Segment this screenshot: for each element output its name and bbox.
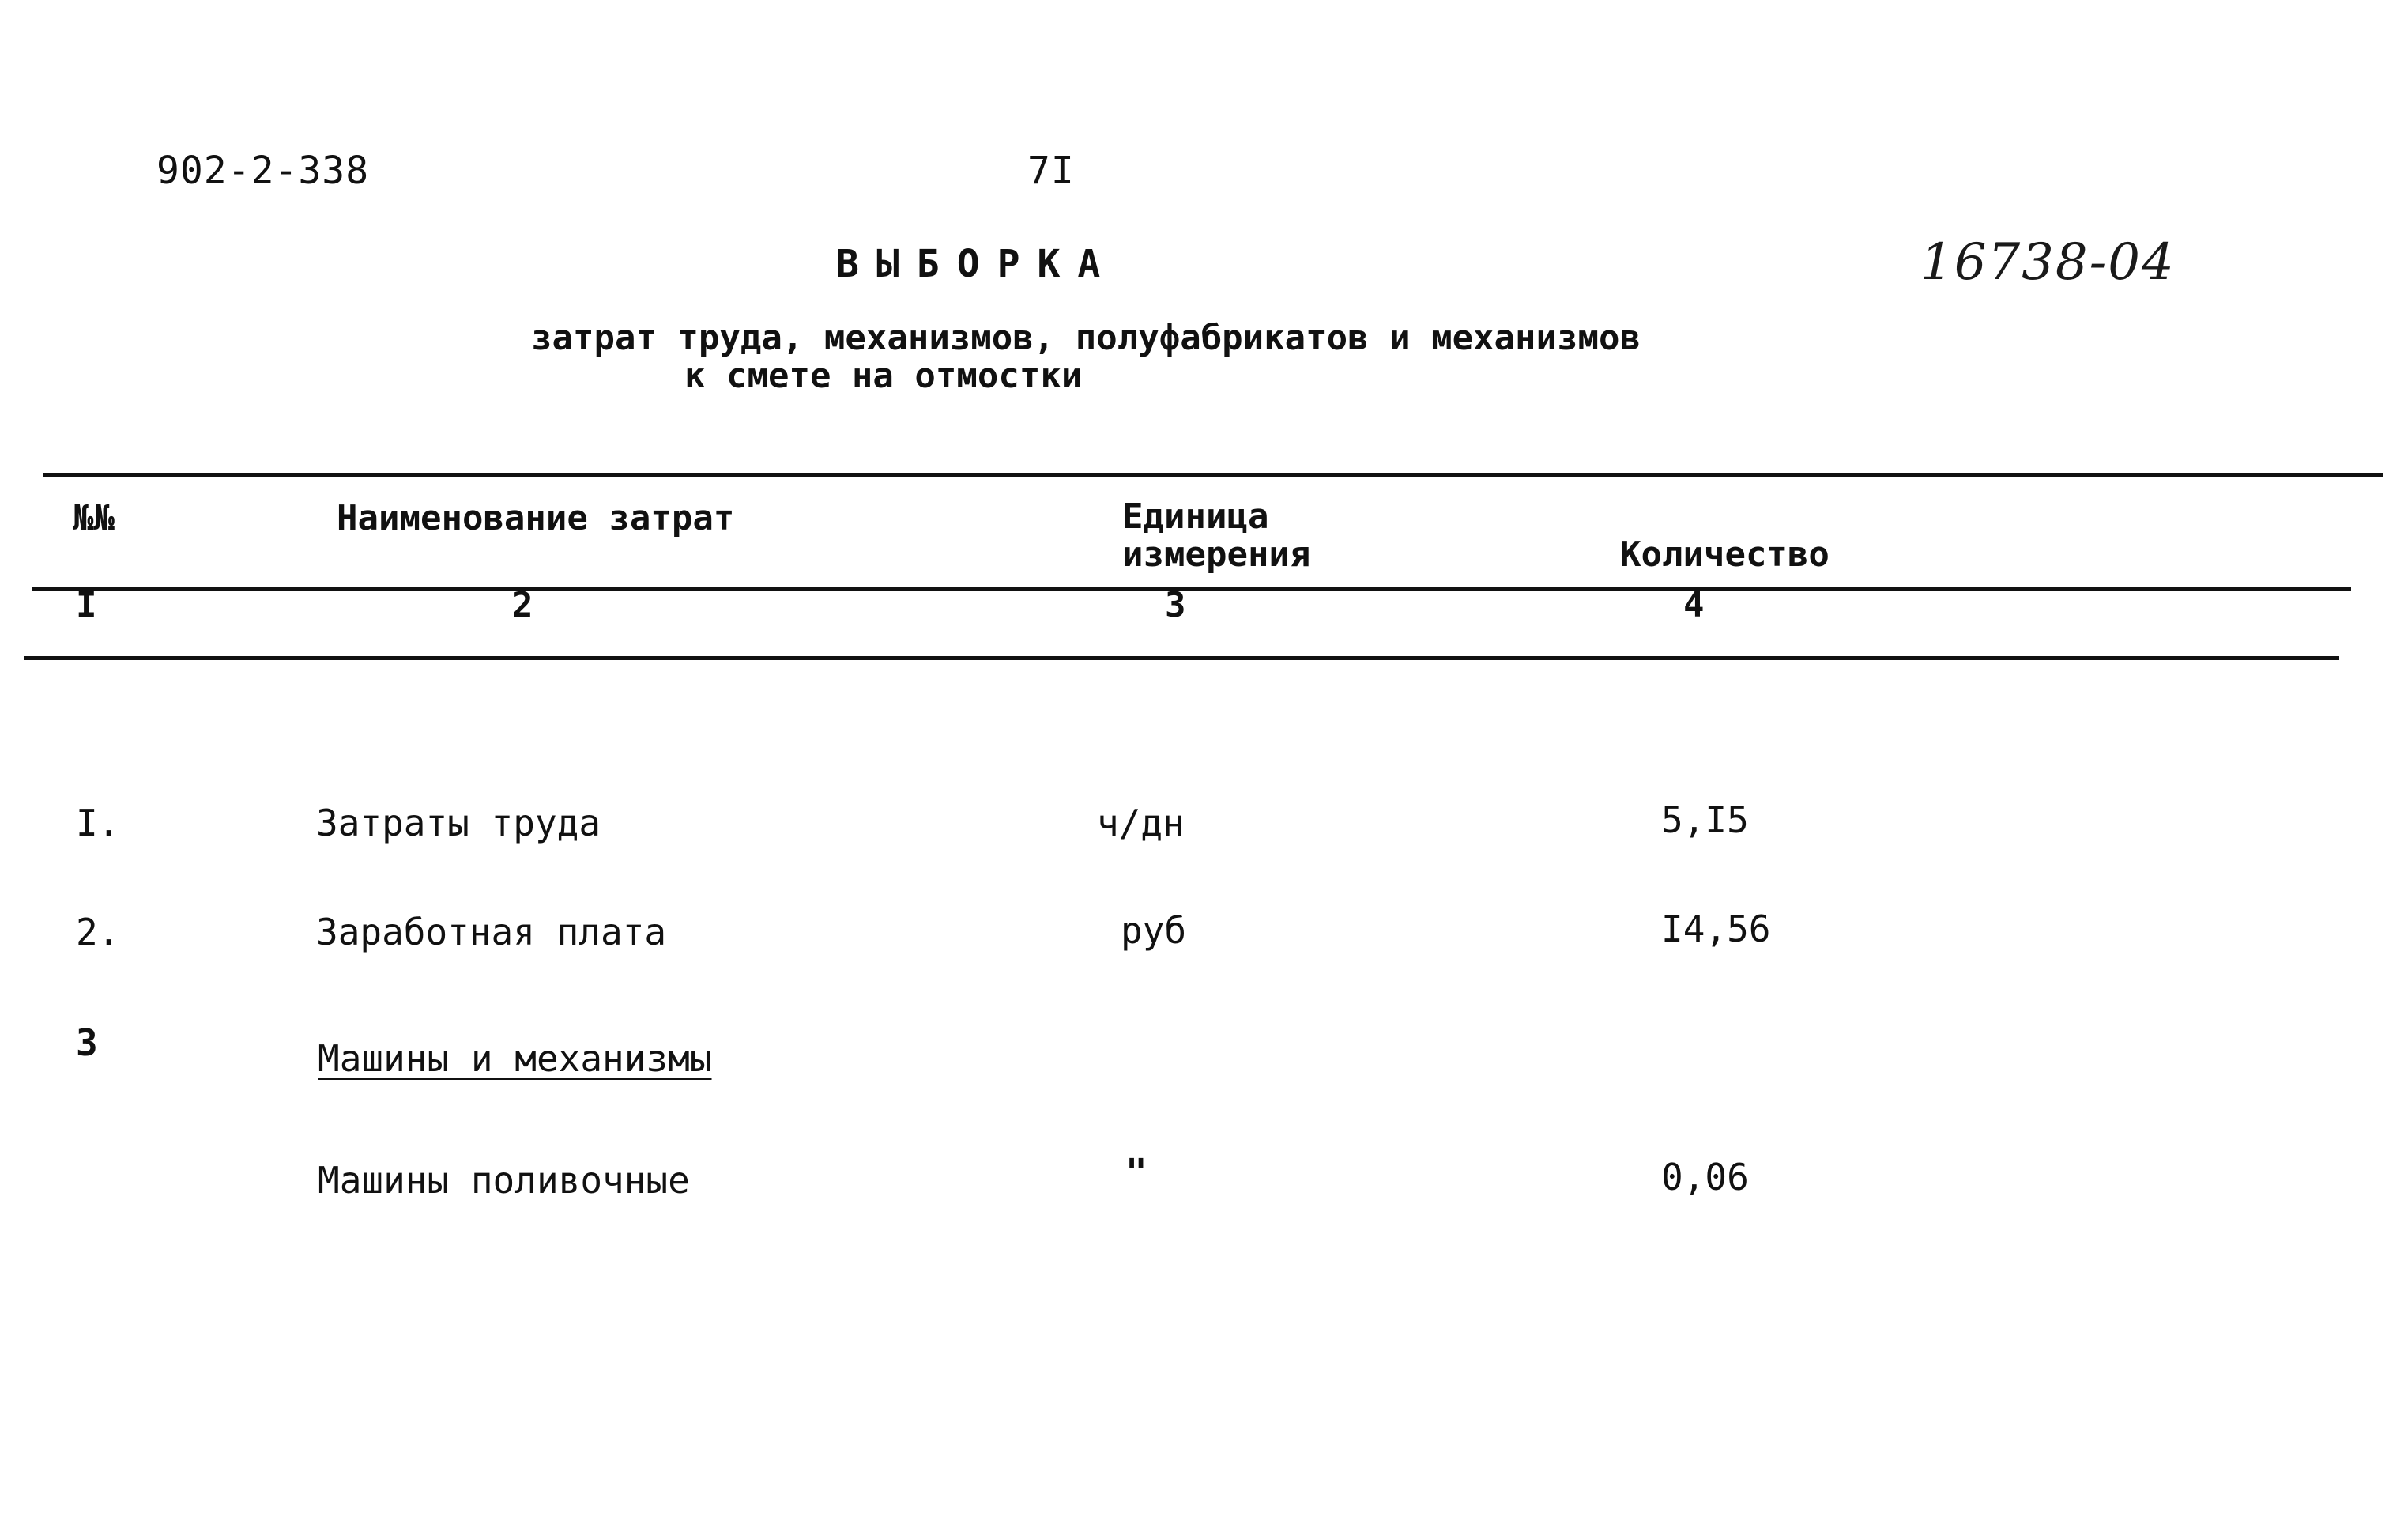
table-row-4-name: Машины поливочные bbox=[318, 1159, 690, 1202]
column-number-1: I bbox=[76, 585, 97, 625]
header-number: №№ bbox=[73, 498, 115, 538]
table-row-1-quantity: 5,I5 bbox=[1661, 798, 1749, 841]
table-row-3-number: 3 bbox=[76, 1021, 98, 1064]
table-row-1-unit: ч/дн bbox=[1097, 802, 1185, 844]
subtitle-line-1: затрат труда, механизмов, полуфабрикатов и механизмов bbox=[531, 318, 1641, 358]
document-code: 902-2-338 bbox=[156, 149, 370, 193]
header-quantity: Количество bbox=[1620, 534, 1830, 575]
table-top-rule bbox=[43, 473, 2383, 477]
header-unit-line-2: измерения bbox=[1122, 534, 1311, 575]
section-heading-machines: Машины и механизмы bbox=[318, 1037, 712, 1080]
table-row-4-quantity: 0,06 bbox=[1661, 1156, 1749, 1198]
header-bottom-rule bbox=[32, 587, 2351, 591]
table-row-2-unit: руб bbox=[1121, 909, 1187, 952]
column-number-3: 3 bbox=[1165, 585, 1186, 625]
column-number-2: 2 bbox=[512, 585, 533, 625]
table-row-2-number: 2. bbox=[76, 911, 120, 953]
document-title: ВЫБОРКА bbox=[836, 242, 1118, 286]
subtitle-line-2: к смете на отмостки bbox=[684, 356, 1083, 396]
header-unit-line-1: Единица bbox=[1122, 496, 1269, 537]
table-row-1-name: Затраты труда bbox=[316, 802, 601, 844]
table-row-4-unit-ditto: " bbox=[1125, 1151, 1147, 1194]
table-row-1-number: I. bbox=[76, 802, 120, 844]
table-row-2-quantity: I4,56 bbox=[1661, 908, 1771, 950]
page-number: 7I bbox=[1027, 149, 1075, 193]
header-cost-name: Наименование затрат bbox=[337, 498, 735, 538]
handwritten-document-number: 16738-04 bbox=[1920, 233, 2176, 292]
column-numbers-bottom-rule bbox=[24, 656, 2339, 660]
column-number-4: 4 bbox=[1683, 585, 1705, 625]
table-row-2-name: Заработная плата bbox=[316, 911, 667, 953]
